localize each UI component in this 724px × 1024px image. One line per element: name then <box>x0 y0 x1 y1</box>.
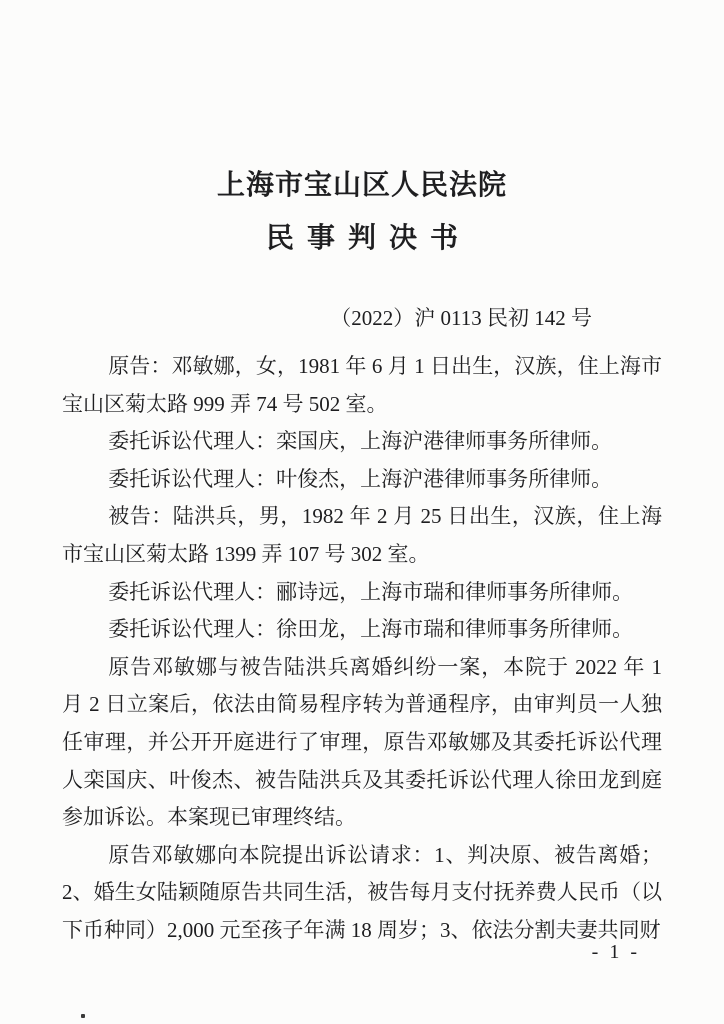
paragraph-defendant: 被告：陆洪兵，男，1982 年 2 月 25 日出生，汉族，住上海市宝山区菊太路 1399 弄 107 号 302 室。 <box>62 504 662 566</box>
scan-artifact-dot <box>81 1014 85 1018</box>
paragraph-plaintiff-agent-1: 委托诉讼代理人：栾国庆，上海沪港律师事务所律师。 <box>108 429 613 454</box>
paragraph-defendant-agent-1: 委托诉讼代理人：郦诗远，上海市瑞和律师事务所律师。 <box>108 579 634 604</box>
page-number: - 1 - <box>591 941 640 963</box>
paragraph-case-summary: 原告邓敏娜与被告陆洪兵离婚纠纷一案，本院于 2022 年 1 月 2 日立案后，依法由简易程序转为普通程序，由审判员一人独任审理，并公开开庭进行了审理，原告邓敏娜及其委托诉讼代理人栾国庆、叶俊杰、被告陆洪兵及其委托诉讼代理人徐田龙到庭参加诉讼。本案现已审理终结。 <box>62 654 662 830</box>
paragraph-plaintiff-agent-2: 委托诉讼代理人：叶俊杰，上海沪港律师事务所律师。 <box>108 466 613 491</box>
paragraph-claims: 原告邓敏娜向本院提出诉讼请求：1、判决原、被告离婚；2、婚生女陆颖随原告共同生活，被告每月支付抚养费人民币（以下币种同）2,000 元至孩子年满 18 周岁；3、依法分割夫妻共同财 <box>62 842 662 942</box>
court-name-heading: 上海市宝山区人民法院 <box>216 170 507 201</box>
paragraph-plaintiff: 原告：邓敏娜，女，1981 年 6 月 1 日出生，汉族，住上海市宝山区菊太路 999 弄 74 号 502 室。 <box>62 354 662 416</box>
document-type-title: 民 事 判 决 书 <box>265 223 461 254</box>
paragraph-defendant-agent-2: 委托诉讼代理人：徐田龙，上海市瑞和律师事务所律师。 <box>108 617 634 642</box>
case-number: （2022）沪 0113 民初 142 号 <box>330 306 592 330</box>
document-body <box>62 348 662 950</box>
